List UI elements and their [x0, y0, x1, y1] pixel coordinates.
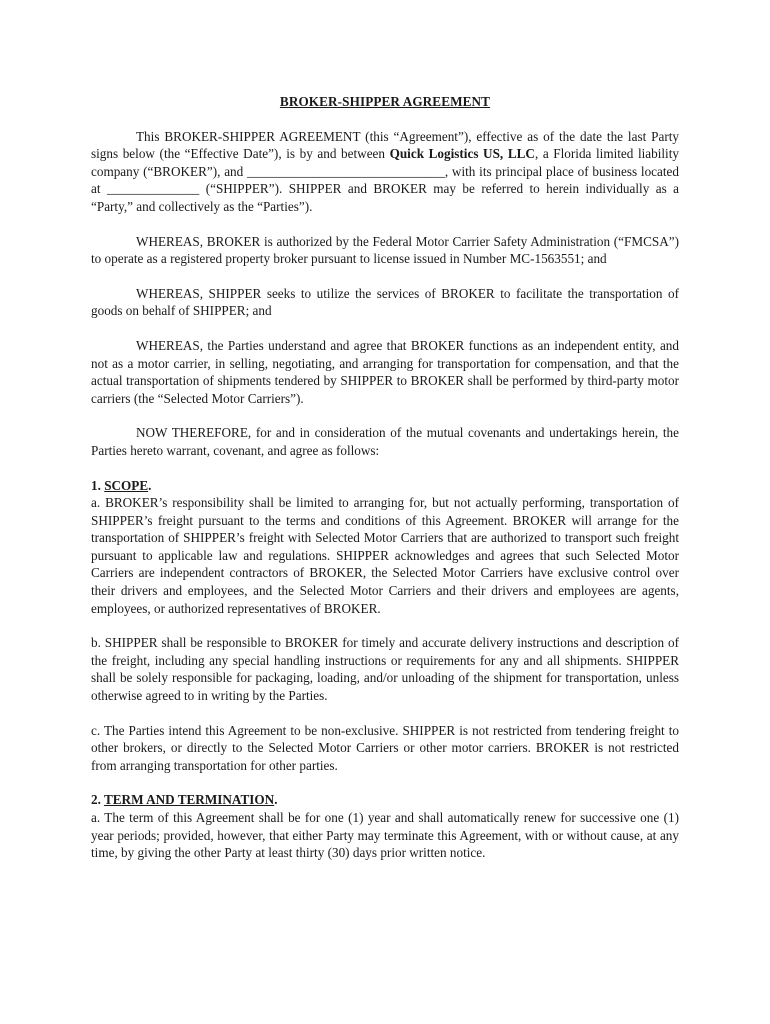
intro-text-2: , a Florida limited liability company (“BROKER”), and ______________________________, with its principal place of business located at ______________ (“SHIPPER”). SHIPPER and BROKER may be referred to herein individually as a “Party,” and collectively as the “Parties”). [91, 146, 679, 214]
section-1-title: SCOPE [104, 477, 149, 493]
now-therefore-paragraph: NOW THEREFORE, for and in consideration of the mutual covenants and undertakings herein, the Parties hereto warrant, covenant, and agree as follows: [91, 425, 679, 458]
intro-paragraph [91, 128, 679, 216]
intro-text-1: This BROKER-SHIPPER AGREEMENT (this “Agreement”), effective as of the date the last Party signs below (the “Effective Date”), is by and between [91, 128, 679, 162]
whereas-fmcsa-paragraph: WHEREAS, BROKER is authorized by the Federal Motor Carrier Safety Administration (“FMCSA”) to operate as a registered property broker pursuant to license issued in Number MC-1563551; and [91, 233, 679, 267]
section-2-heading [91, 791, 679, 809]
section-2-suffix: . [274, 792, 278, 808]
section-1c-paragraph: c. The Parties intend this Agreement to be non-exclusive. SHIPPER is not restricted from tendering freight to other brokers, or directly to the Selected Motor Carriers or other motor carriers. BROKER is not restricted from arranging transportation for other parties. [91, 722, 679, 773]
section-1-number: 1. [91, 477, 105, 493]
section-1-heading [91, 477, 679, 495]
whereas-independent-paragraph: WHEREAS, the Parties understand and agree that BROKER functions as an independent entity, and not as a motor carrier, in selling, negotiating, and arranging for transportation for compensation, and that the actual transportation of shipments tendered by SHIPPER to BROKER shall be performed by third-party motor carriers (the “Selected Motor Carriers”). [91, 337, 679, 406]
section-1a-paragraph: a. BROKER’s responsibility shall be limited to arranging for, but not actually performing, transportation of SHIPPER’s freight pursuant to the terms and conditions of this Agreement. BROKER will arrange for the transportation of SHIPPER’s freight with Selected Motor Carriers that are authorized to transport such freight pursuant to applicable law and regulations. SHIPPER acknowledges and agrees that such Selected Motor Carriers are independent contractors of BROKER, the Selected Motor Carriers have exclusive control over their drivers and employees, and the Selected Motor Carriers and their drivers and employees are agents, employees, or authorized representatives of BROKER. [91, 495, 679, 616]
section-1b-paragraph: b. SHIPPER shall be responsible to BROKER for timely and accurate delivery instructions and description of the freight, including any special handling instructions or requirements for any and all shipments. SHIPPER shall be solely responsible for packaging, loading, and/or unloading of the shipment for transportation, unless otherwise agreed to in writing by the Parties. [91, 635, 679, 704]
whereas-shipper-paragraph: WHEREAS, SHIPPER seeks to utilize the services of BROKER to facilitate the transportation of goods on behalf of SHIPPER; and [91, 285, 679, 319]
document-page [91, 93, 679, 862]
section-2a-paragraph: a. The term of this Agreement shall be for one (1) year and shall automatically renew for successive one (1) year periods; provided, however, that either Party may terminate this Agreement, with or without cause, at any time, by giving the other Party at least thirty (30) days prior written notice. [91, 810, 679, 861]
document-title: BROKER-SHIPPER AGREEMENT [279, 94, 491, 109]
section-2-title: TERM AND TERMINATION [103, 792, 275, 808]
section-1-suffix: . [148, 477, 152, 493]
section-2-number: 2. [91, 792, 104, 808]
broker-company-name: Quick Logistics US, LLC [389, 146, 535, 162]
